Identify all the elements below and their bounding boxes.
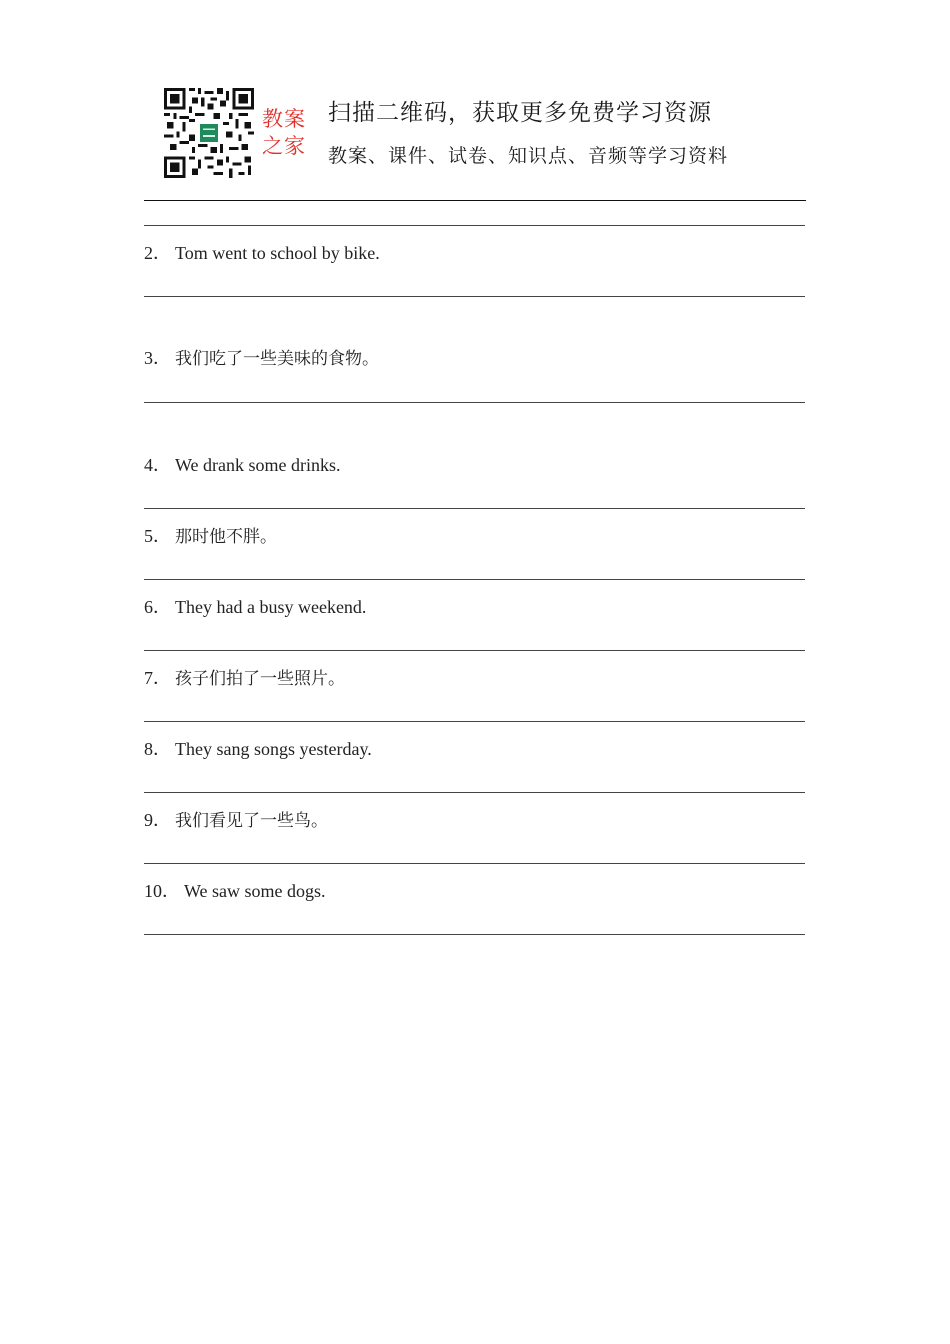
page-header xyxy=(144,84,806,184)
answer-line xyxy=(144,650,805,651)
answer-line xyxy=(144,863,805,864)
question-text: 孩子们拍了一些照片。 xyxy=(175,669,345,689)
answer-line xyxy=(144,402,805,403)
question-text: We drank some drinks. xyxy=(175,455,341,475)
header-divider xyxy=(144,200,806,201)
question-number: 8． xyxy=(144,739,171,759)
question-item xyxy=(144,525,277,548)
question-item xyxy=(144,880,326,902)
question-text: 我们看见了一些鸟。 xyxy=(175,811,328,831)
question-item xyxy=(144,347,379,370)
answer-line xyxy=(144,792,805,793)
answer-line xyxy=(144,934,805,935)
question-text: They sang songs yesterday. xyxy=(175,739,372,759)
brand-line-1: 教案 xyxy=(262,107,306,131)
question-text: 那时他不胖。 xyxy=(175,527,277,547)
question-text: Tom went to school by bike. xyxy=(175,243,380,263)
header-sub-slogan: 教案、课件、试卷、知识点、音频等学习资料 xyxy=(328,145,729,167)
question-number: 4． xyxy=(144,455,171,475)
qr-code-icon xyxy=(164,88,254,178)
question-number: 9． xyxy=(144,810,171,830)
question-number: 7． xyxy=(144,668,171,688)
question-number: 6． xyxy=(144,597,171,617)
answer-line xyxy=(144,721,805,722)
brand-logo xyxy=(262,106,318,160)
question-text: 我们吃了一些美味的食物。 xyxy=(175,349,379,369)
answer-line xyxy=(144,225,805,226)
question-item xyxy=(144,738,372,760)
question-number: 10． xyxy=(144,881,180,901)
question-item xyxy=(144,242,380,264)
question-number: 5． xyxy=(144,526,171,546)
question-number: 2． xyxy=(144,243,171,263)
question-number: 3． xyxy=(144,348,171,368)
question-item xyxy=(144,667,345,690)
question-item xyxy=(144,809,328,832)
question-item xyxy=(144,596,366,618)
brand-line-2: 之家 xyxy=(262,134,306,158)
question-item xyxy=(144,454,341,476)
header-slogan: 扫描二维码，获取更多免费学习资源 xyxy=(328,100,712,126)
question-text: They had a busy weekend. xyxy=(175,597,367,617)
answer-line xyxy=(144,579,805,580)
answer-line xyxy=(144,296,805,297)
answer-line xyxy=(144,508,805,509)
question-text: We saw some dogs. xyxy=(184,881,326,901)
